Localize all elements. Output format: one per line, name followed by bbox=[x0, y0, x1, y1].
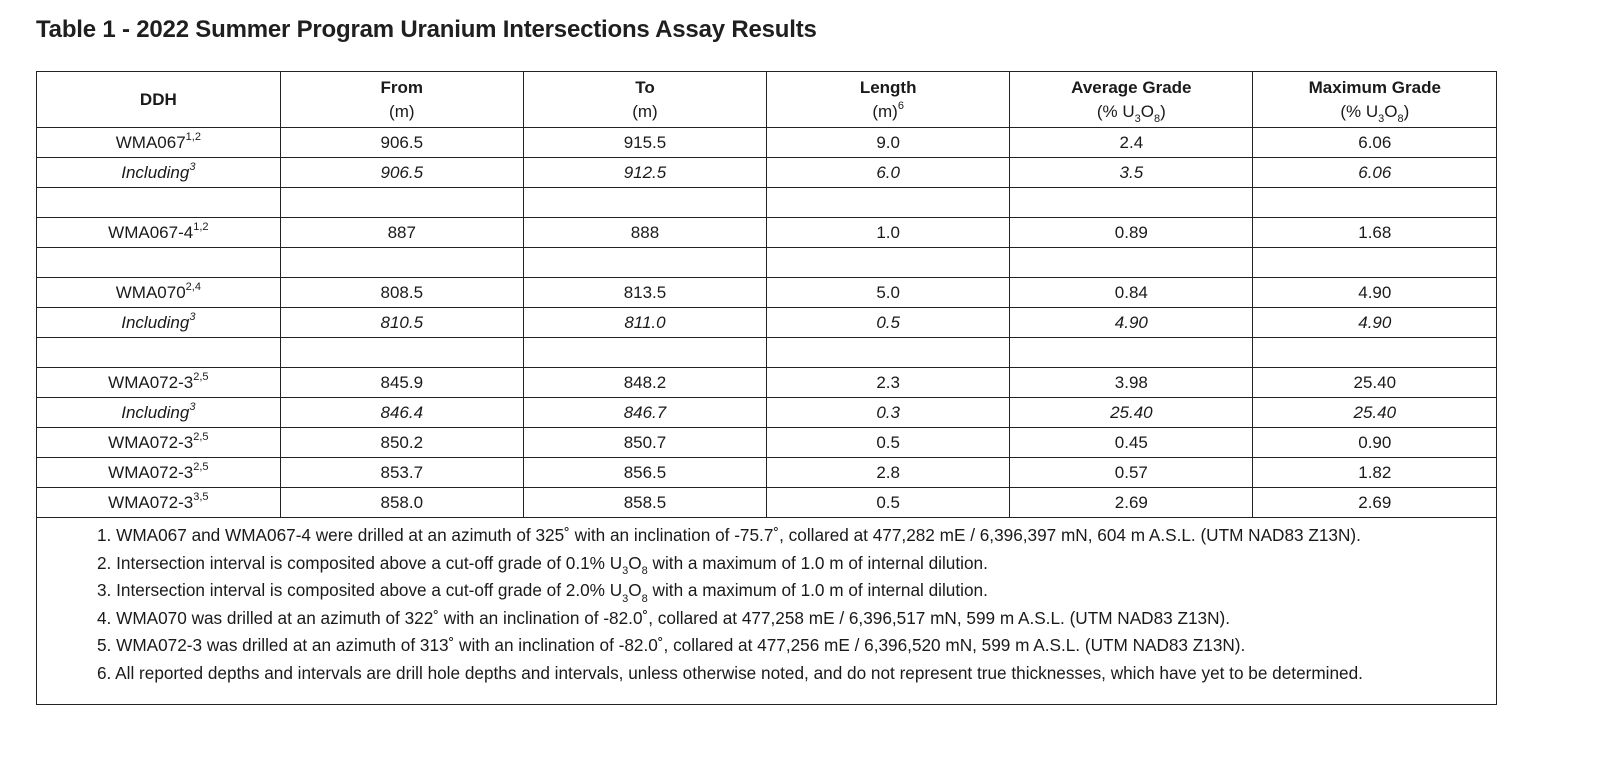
cell-max: 4.90 bbox=[1253, 308, 1496, 338]
cell-avg: 0.84 bbox=[1010, 278, 1253, 308]
cell-avg: 4.90 bbox=[1010, 308, 1253, 338]
cell-from: 906.5 bbox=[280, 158, 523, 188]
header-avg-unit bbox=[1010, 100, 1252, 124]
cell-from: 808.5 bbox=[280, 278, 523, 308]
table-row bbox=[37, 248, 1496, 278]
avg-unit-sub2: 8 bbox=[1154, 112, 1161, 125]
cell-to: 915.5 bbox=[523, 128, 766, 158]
cell-to: 858.5 bbox=[523, 488, 766, 518]
ddh-name: WMA072-3 bbox=[108, 372, 194, 392]
cell-length: 0.5 bbox=[767, 428, 1010, 458]
table-row bbox=[37, 158, 1496, 188]
cell-to: 850.7 bbox=[523, 428, 766, 458]
ddh-name: WMA072-3 bbox=[108, 432, 194, 452]
cell-from bbox=[280, 188, 523, 218]
header-average-grade bbox=[1010, 72, 1253, 128]
ddh-name: WMA067-4 bbox=[108, 222, 194, 242]
cell-max: 6.06 bbox=[1253, 158, 1496, 188]
cell-to bbox=[523, 338, 766, 368]
cell-from: 845.9 bbox=[280, 368, 523, 398]
cell-to bbox=[523, 188, 766, 218]
cell-avg: 25.40 bbox=[1010, 398, 1253, 428]
header-row bbox=[37, 72, 1496, 128]
ddh-footnote-ref: 3 bbox=[189, 310, 196, 323]
cell-length: 9.0 bbox=[767, 128, 1010, 158]
ddh-name: Including bbox=[121, 402, 190, 422]
header-max-label: Maximum Grade bbox=[1308, 77, 1441, 97]
cell-avg: 3.5 bbox=[1010, 158, 1253, 188]
cell-length: 5.0 bbox=[767, 278, 1010, 308]
cell-avg: 2.69 bbox=[1010, 488, 1253, 518]
cell-max bbox=[1253, 188, 1496, 218]
cell-avg bbox=[1010, 188, 1253, 218]
assay-results-table bbox=[37, 72, 1496, 518]
cell-ddh bbox=[37, 308, 280, 338]
cell-ddh bbox=[37, 368, 280, 398]
table-row bbox=[37, 398, 1496, 428]
avg-unit-mid: O bbox=[1140, 101, 1155, 121]
cell-length bbox=[767, 248, 1010, 278]
table-row bbox=[37, 218, 1496, 248]
cell-max: 1.68 bbox=[1253, 218, 1496, 248]
ddh-footnote-ref: 2,5 bbox=[193, 430, 209, 443]
cell-to: 888 bbox=[523, 218, 766, 248]
ddh-footnote-ref: 2,5 bbox=[193, 370, 209, 383]
cell-ddh bbox=[37, 188, 280, 218]
ddh-footnote-ref: 3,5 bbox=[193, 490, 209, 503]
cell-max bbox=[1253, 338, 1496, 368]
cell-length: 0.5 bbox=[767, 488, 1010, 518]
cell-max: 0.90 bbox=[1253, 428, 1496, 458]
header-from-label: From bbox=[380, 77, 424, 97]
header-to-label: To bbox=[635, 77, 655, 97]
footnote-3-sub2: 8 bbox=[641, 592, 648, 605]
cell-avg: 0.89 bbox=[1010, 218, 1253, 248]
ddh-footnote-ref: 3 bbox=[189, 160, 196, 173]
footnote-2-pre: 2. Intersection interval is composited above a cut-off grade of 0.1% U bbox=[97, 552, 623, 573]
cell-to: 811.0 bbox=[523, 308, 766, 338]
assay-table-frame bbox=[36, 71, 1497, 705]
cell-length: 6.0 bbox=[767, 158, 1010, 188]
footnote-3-sub1: 3 bbox=[622, 592, 629, 605]
cell-from: 858.0 bbox=[280, 488, 523, 518]
cell-ddh bbox=[37, 278, 280, 308]
header-length-footnote: 6 bbox=[897, 99, 904, 112]
header-from bbox=[280, 72, 523, 128]
max-unit-sub1: 3 bbox=[1378, 112, 1385, 125]
header-length-unit: (m) bbox=[872, 101, 898, 121]
cell-to bbox=[523, 248, 766, 278]
footnotes bbox=[37, 518, 1496, 688]
table-row bbox=[37, 338, 1496, 368]
avg-unit-sub1: 3 bbox=[1134, 112, 1141, 125]
cell-max: 6.06 bbox=[1253, 128, 1496, 158]
table-row bbox=[37, 308, 1496, 338]
cell-from bbox=[280, 248, 523, 278]
cell-length: 2.8 bbox=[767, 458, 1010, 488]
cell-to: 846.7 bbox=[523, 398, 766, 428]
max-unit-sub2: 8 bbox=[1397, 112, 1404, 125]
ddh-footnote-ref: 3 bbox=[189, 400, 196, 413]
footnote-1: 1. WMA067 and WMA067-4 were drilled at an azimuth of 325˚ with an inclination of -75.7˚, collared at 477,282 mE / 6,396,397 mN, 604 m A.S.L. (UTM NAD83 Z13N). bbox=[97, 525, 1361, 545]
cell-from: 853.7 bbox=[280, 458, 523, 488]
cell-length: 0.3 bbox=[767, 398, 1010, 428]
footnote-2 bbox=[97, 550, 1496, 578]
ddh-name: Including bbox=[121, 162, 190, 182]
footnote-2-sub2: 8 bbox=[641, 565, 648, 578]
table-row bbox=[37, 278, 1496, 308]
header-to bbox=[523, 72, 766, 128]
cell-max: 25.40 bbox=[1253, 398, 1496, 428]
footnote-4: 4. WMA070 was drilled at an azimuth of 322˚ with an inclination of -82.0˚, collared at 477,258 mE / 6,396,517 mN, 599 m A.S.L. (UTM NAD83 Z13N). bbox=[97, 607, 1231, 628]
cell-ddh bbox=[37, 398, 280, 428]
cell-ddh bbox=[37, 428, 280, 458]
cell-max: 4.90 bbox=[1253, 278, 1496, 308]
cell-from: 850.2 bbox=[280, 428, 523, 458]
cell-ddh bbox=[37, 158, 280, 188]
max-unit-mid: O bbox=[1384, 101, 1398, 121]
cell-length bbox=[767, 338, 1010, 368]
header-maximum-grade bbox=[1253, 72, 1496, 128]
cell-ddh bbox=[37, 338, 280, 368]
footnote-2-mid: O bbox=[628, 552, 642, 573]
cell-to: 856.5 bbox=[523, 458, 766, 488]
cell-length bbox=[767, 188, 1010, 218]
cell-length: 1.0 bbox=[767, 218, 1010, 248]
cell-max: 25.40 bbox=[1253, 368, 1496, 398]
ddh-name: WMA072-3 bbox=[108, 492, 194, 512]
max-unit-pre: (% U bbox=[1340, 101, 1379, 121]
cell-from: 810.5 bbox=[280, 308, 523, 338]
footnote-2-post: with a maximum of 1.0 m of internal dilution. bbox=[647, 552, 988, 573]
footnote-3-mid: O bbox=[628, 580, 642, 601]
cell-max: 2.69 bbox=[1253, 488, 1496, 518]
header-length-unit-line bbox=[767, 100, 1009, 124]
ddh-name: WMA070 bbox=[115, 282, 186, 302]
cell-ddh bbox=[37, 218, 280, 248]
cell-avg: 2.4 bbox=[1010, 128, 1253, 158]
cell-from: 846.4 bbox=[280, 398, 523, 428]
ddh-footnote-ref: 1,2 bbox=[193, 220, 209, 233]
cell-to: 912.5 bbox=[523, 158, 766, 188]
cell-from bbox=[280, 338, 523, 368]
ddh-footnote-ref: 1,2 bbox=[185, 130, 201, 143]
table-title: Table 1 - 2022 Summer Program Uranium Intersections Assay Results bbox=[36, 16, 817, 43]
cell-avg: 3.98 bbox=[1010, 368, 1253, 398]
footnote-6: 6. All reported depths and intervals are drill hole depths and intervals, unless otherwise noted, and do not represent true thicknesses, which have yet to be determined. bbox=[97, 662, 1363, 683]
table-row bbox=[37, 188, 1496, 218]
cell-avg bbox=[1010, 248, 1253, 278]
max-unit-post: ) bbox=[1403, 101, 1410, 121]
table-row bbox=[37, 428, 1496, 458]
cell-max bbox=[1253, 248, 1496, 278]
footnote-2-sub1: 3 bbox=[622, 565, 629, 578]
avg-unit-post: ) bbox=[1160, 101, 1166, 121]
cell-ddh bbox=[37, 248, 280, 278]
table-row bbox=[37, 128, 1496, 158]
footnote-3-pre: 3. Intersection interval is composited above a cut-off grade of 2.0% U bbox=[97, 580, 623, 601]
footnote-5: 5. WMA072-3 was drilled at an azimuth of 313˚ with an inclination of -82.0˚, collared at 477,256 mE / 6,396,520 mN, 599 m A.S.L. (UTM NAD83 Z13N). bbox=[97, 635, 1246, 656]
table-row bbox=[37, 458, 1496, 488]
ddh-name: WMA072-3 bbox=[108, 462, 194, 482]
header-max-unit bbox=[1253, 100, 1496, 124]
cell-to: 813.5 bbox=[523, 278, 766, 308]
header-ddh: DDH bbox=[37, 72, 280, 128]
cell-length: 0.5 bbox=[767, 308, 1010, 338]
header-to-unit: (m) bbox=[632, 101, 658, 121]
footnote-3 bbox=[97, 577, 1496, 605]
ddh-name: Including bbox=[121, 312, 190, 332]
table-row bbox=[37, 488, 1496, 518]
ddh-footnote-ref: 2,5 bbox=[193, 460, 209, 473]
cell-to: 848.2 bbox=[523, 368, 766, 398]
avg-unit-pre: (% U bbox=[1096, 101, 1135, 121]
cell-ddh bbox=[37, 128, 280, 158]
ddh-name: WMA067 bbox=[115, 132, 186, 152]
cell-avg: 0.45 bbox=[1010, 428, 1253, 458]
footnote-3-post: with a maximum of 1.0 m of internal dilution. bbox=[647, 580, 988, 601]
cell-ddh bbox=[37, 488, 280, 518]
ddh-footnote-ref: 2,4 bbox=[185, 280, 201, 293]
cell-from: 887 bbox=[280, 218, 523, 248]
cell-ddh bbox=[37, 458, 280, 488]
cell-avg bbox=[1010, 338, 1253, 368]
table-row bbox=[37, 368, 1496, 398]
header-length-label: Length bbox=[859, 77, 917, 97]
cell-max: 1.82 bbox=[1253, 458, 1496, 488]
header-length bbox=[767, 72, 1010, 128]
cell-length: 2.3 bbox=[767, 368, 1010, 398]
header-from-unit: (m) bbox=[389, 101, 415, 121]
cell-avg: 0.57 bbox=[1010, 458, 1253, 488]
cell-from: 906.5 bbox=[280, 128, 523, 158]
header-avg-label: Average Grade bbox=[1071, 77, 1192, 97]
